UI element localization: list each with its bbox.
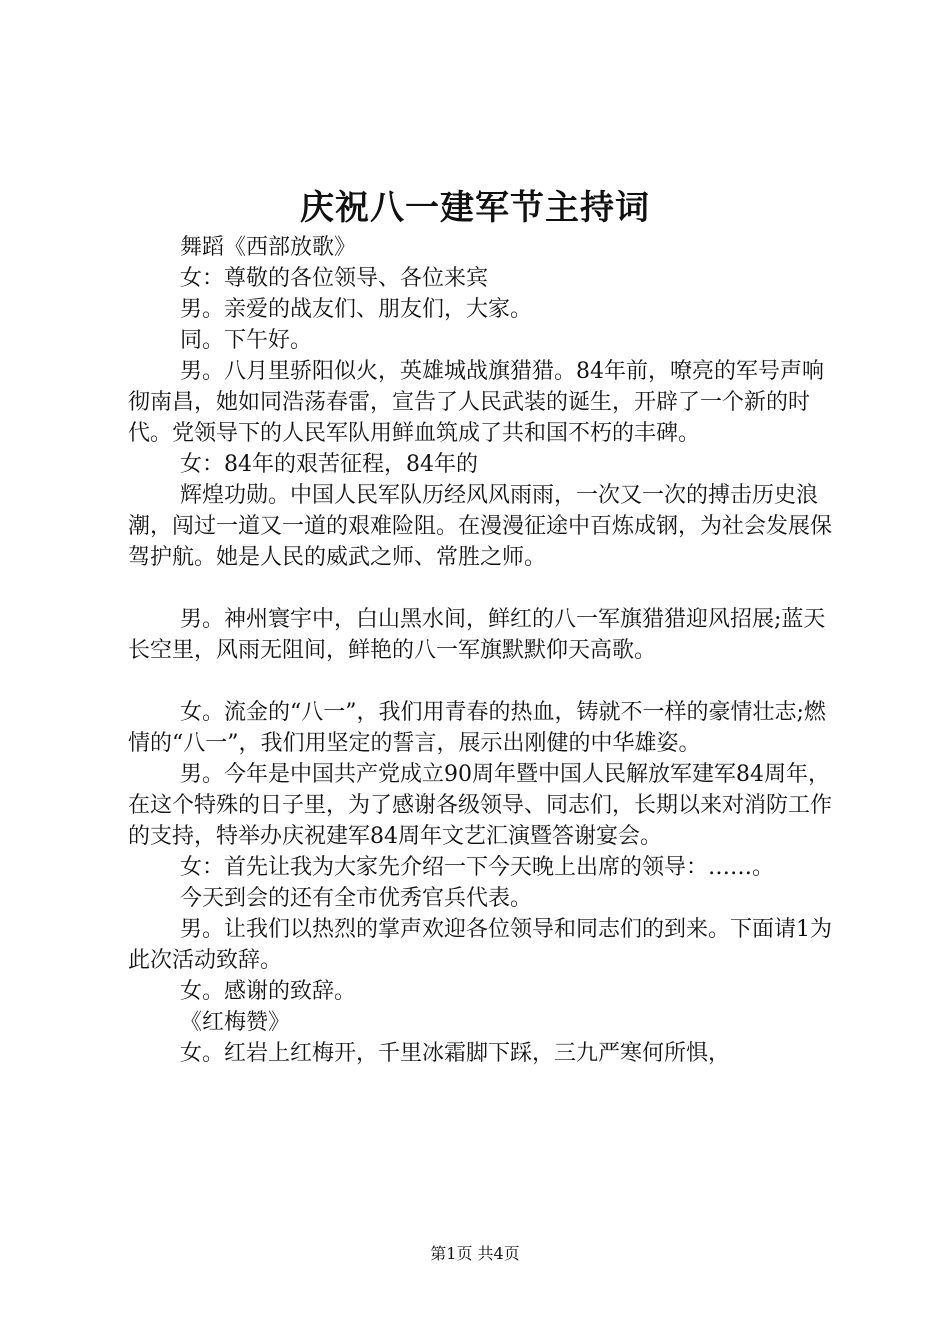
paragraph: 《红梅赞》 (180, 1010, 291, 1035)
paragraph: 女：尊敬的各位领导、各位来宾 (180, 266, 489, 291)
paragraph: 舞蹈《西部放歌》 (180, 235, 357, 260)
paragraph: 女：84年的艰苦征程，84年的 (180, 452, 478, 477)
paragraph: 男。八月里骄阳似火，英雄城战旗猎猎。84年前，嘹亮的军号声响彻南昌，她如同浩荡春雷，宣告了人民武装的诞生，开辟了一个新的时代。党领导下的人民军队用鲜血筑成了共和国不朽的丰碑。 (128, 359, 824, 446)
paragraph: 女。红岩上红梅开，千里冰霜脚下踩，三九严寒何所惧， (180, 1041, 731, 1066)
document-body (128, 232, 840, 1069)
paragraph: 男。神州寰宇中，白山黑水间，鲜红的八一军旗猎猎迎风招展;蓝天长空里，风雨无阻间，鲜艳的八一军旗默默仰天高歌。 (128, 607, 826, 663)
paragraph: 女：首先让我为大家先介绍一下今天晚上出席的领导：……。 (180, 855, 775, 880)
paragraph-spacer (128, 573, 840, 604)
paragraph: 男。让我们以热烈的掌声欢迎各位领导和同志们的到来。下面请1为此次活动致辞。 (128, 917, 832, 973)
paragraph-spacer (128, 666, 840, 697)
page-footer: 第1页 共4页 (430, 1244, 520, 1263)
paragraph: 辉煌功勋。中国人民军队历经风风雨雨，一次又一次的搏击历史浪潮，闯过一道又一道的艰难险阻。在漫漫征途中百炼成钢，为社会发展保驾护航。她是人民的威武之师、常胜之师。 (128, 483, 833, 570)
paragraph: 男。今年是中国共产党成立90周年暨中国人民解放军建军84周年，在这个特殊的日子里，为了感谢各级领导、同志们，长期以来对消防工作的支持，特举办庆祝建军84周年文艺汇演暨答谢宴会。 (128, 762, 833, 849)
paragraph: 女。感谢的致辞。 (180, 979, 357, 1004)
paragraph: 女。流金的“八一”，我们用青春的热血，铸就不一样的豪情壮志;燃情的“八一”，我们用坚定的誓言，展示出刚健的中华雄姿。 (128, 700, 826, 756)
paragraph: 同。下午好。 (180, 328, 313, 353)
paragraph: 今天到会的还有全市优秀官兵代表。 (180, 886, 533, 911)
paragraph: 男。亲爱的战友们、朋友们，大家。 (180, 297, 533, 322)
document-title: 庆祝八一建军节主持词 (300, 188, 650, 228)
